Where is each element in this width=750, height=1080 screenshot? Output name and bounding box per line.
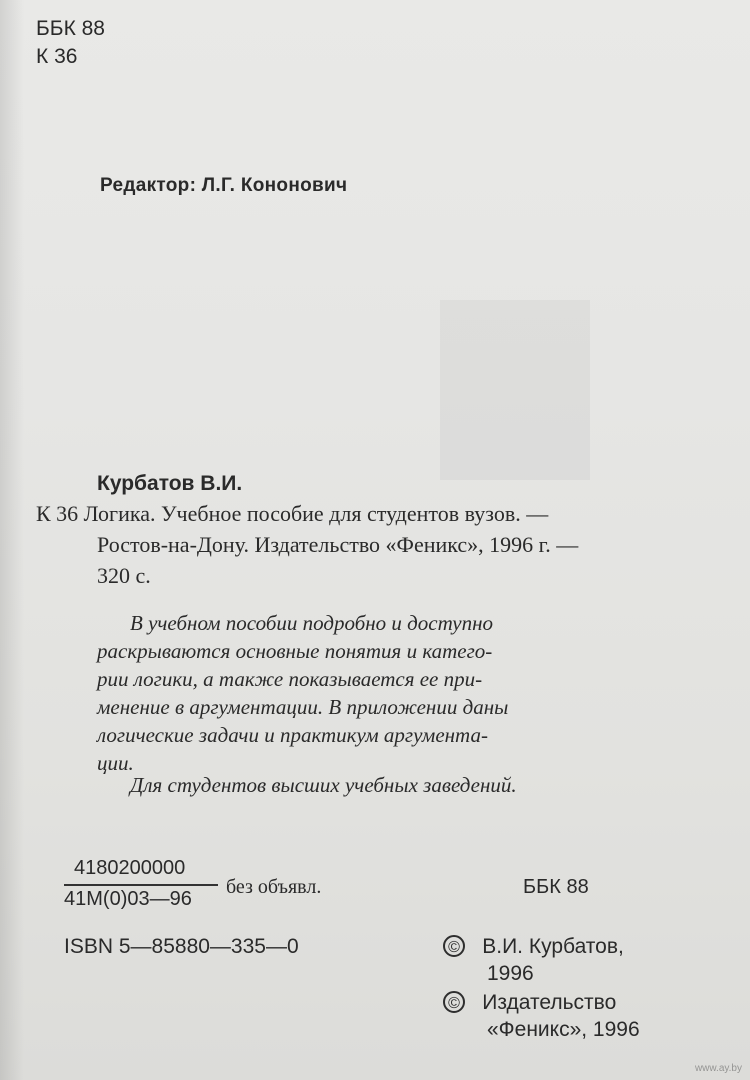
annotation-line-1: В учебном пособии подробно и доступно bbox=[130, 611, 493, 635]
fraction-line bbox=[64, 884, 218, 886]
page-edge-shadow bbox=[0, 0, 24, 1080]
copyright-author bbox=[443, 934, 624, 957]
copyright-icon: © bbox=[443, 935, 465, 957]
bibliography-line-3: 320 с. bbox=[97, 563, 151, 588]
annotation-line-5: логические задачи и практикум аргумента- bbox=[97, 723, 488, 747]
annotation-line-6: ции. bbox=[97, 751, 134, 775]
copyright-author-name: В.И. Курбатов, bbox=[482, 934, 624, 958]
author-code-top: К 36 bbox=[36, 45, 78, 68]
bbk-code-top: ББК 88 bbox=[36, 17, 105, 40]
annotation-audience: Для студентов высших учебных заведений. bbox=[130, 773, 517, 797]
bbk-code-bottom: ББК 88 bbox=[523, 876, 589, 898]
bibliography-line-2: Ростов-на-Дону. Издательство «Феникс», 1996 г. — bbox=[97, 532, 579, 557]
bibliography-line-1: К 36 Логика. Учебное пособие для студентов вузов. — bbox=[36, 501, 549, 526]
annotation-line-2: раскрываются основные понятия и катего- bbox=[97, 639, 493, 663]
editor-line: Редактор: Л.Г. Кононович bbox=[100, 175, 348, 196]
copyright-publisher-name: Издательство bbox=[482, 990, 617, 1014]
copyright-author-year: 1996 bbox=[487, 962, 534, 985]
imprint-numerator: 4180200000 bbox=[74, 857, 186, 879]
show-through-block bbox=[440, 300, 590, 480]
annotation-line-4: менение в аргументации. В приложении даны bbox=[97, 695, 509, 719]
imprint-denominator: 41М(0)03—96 bbox=[64, 888, 192, 910]
copyright-publisher bbox=[443, 990, 616, 1013]
isbn: ISBN 5—85880—335—0 bbox=[64, 935, 299, 958]
copyright-icon: © bbox=[443, 991, 465, 1013]
annotation-line-3: рии логики, а также показывается ее при- bbox=[97, 667, 483, 691]
author-name: Курбатов В.И. bbox=[97, 472, 243, 495]
watermark: www.ay.by bbox=[694, 1063, 742, 1074]
copyright-publisher-year: «Феникс», 1996 bbox=[487, 1018, 640, 1041]
imprint-note: без объявл. bbox=[226, 876, 322, 898]
